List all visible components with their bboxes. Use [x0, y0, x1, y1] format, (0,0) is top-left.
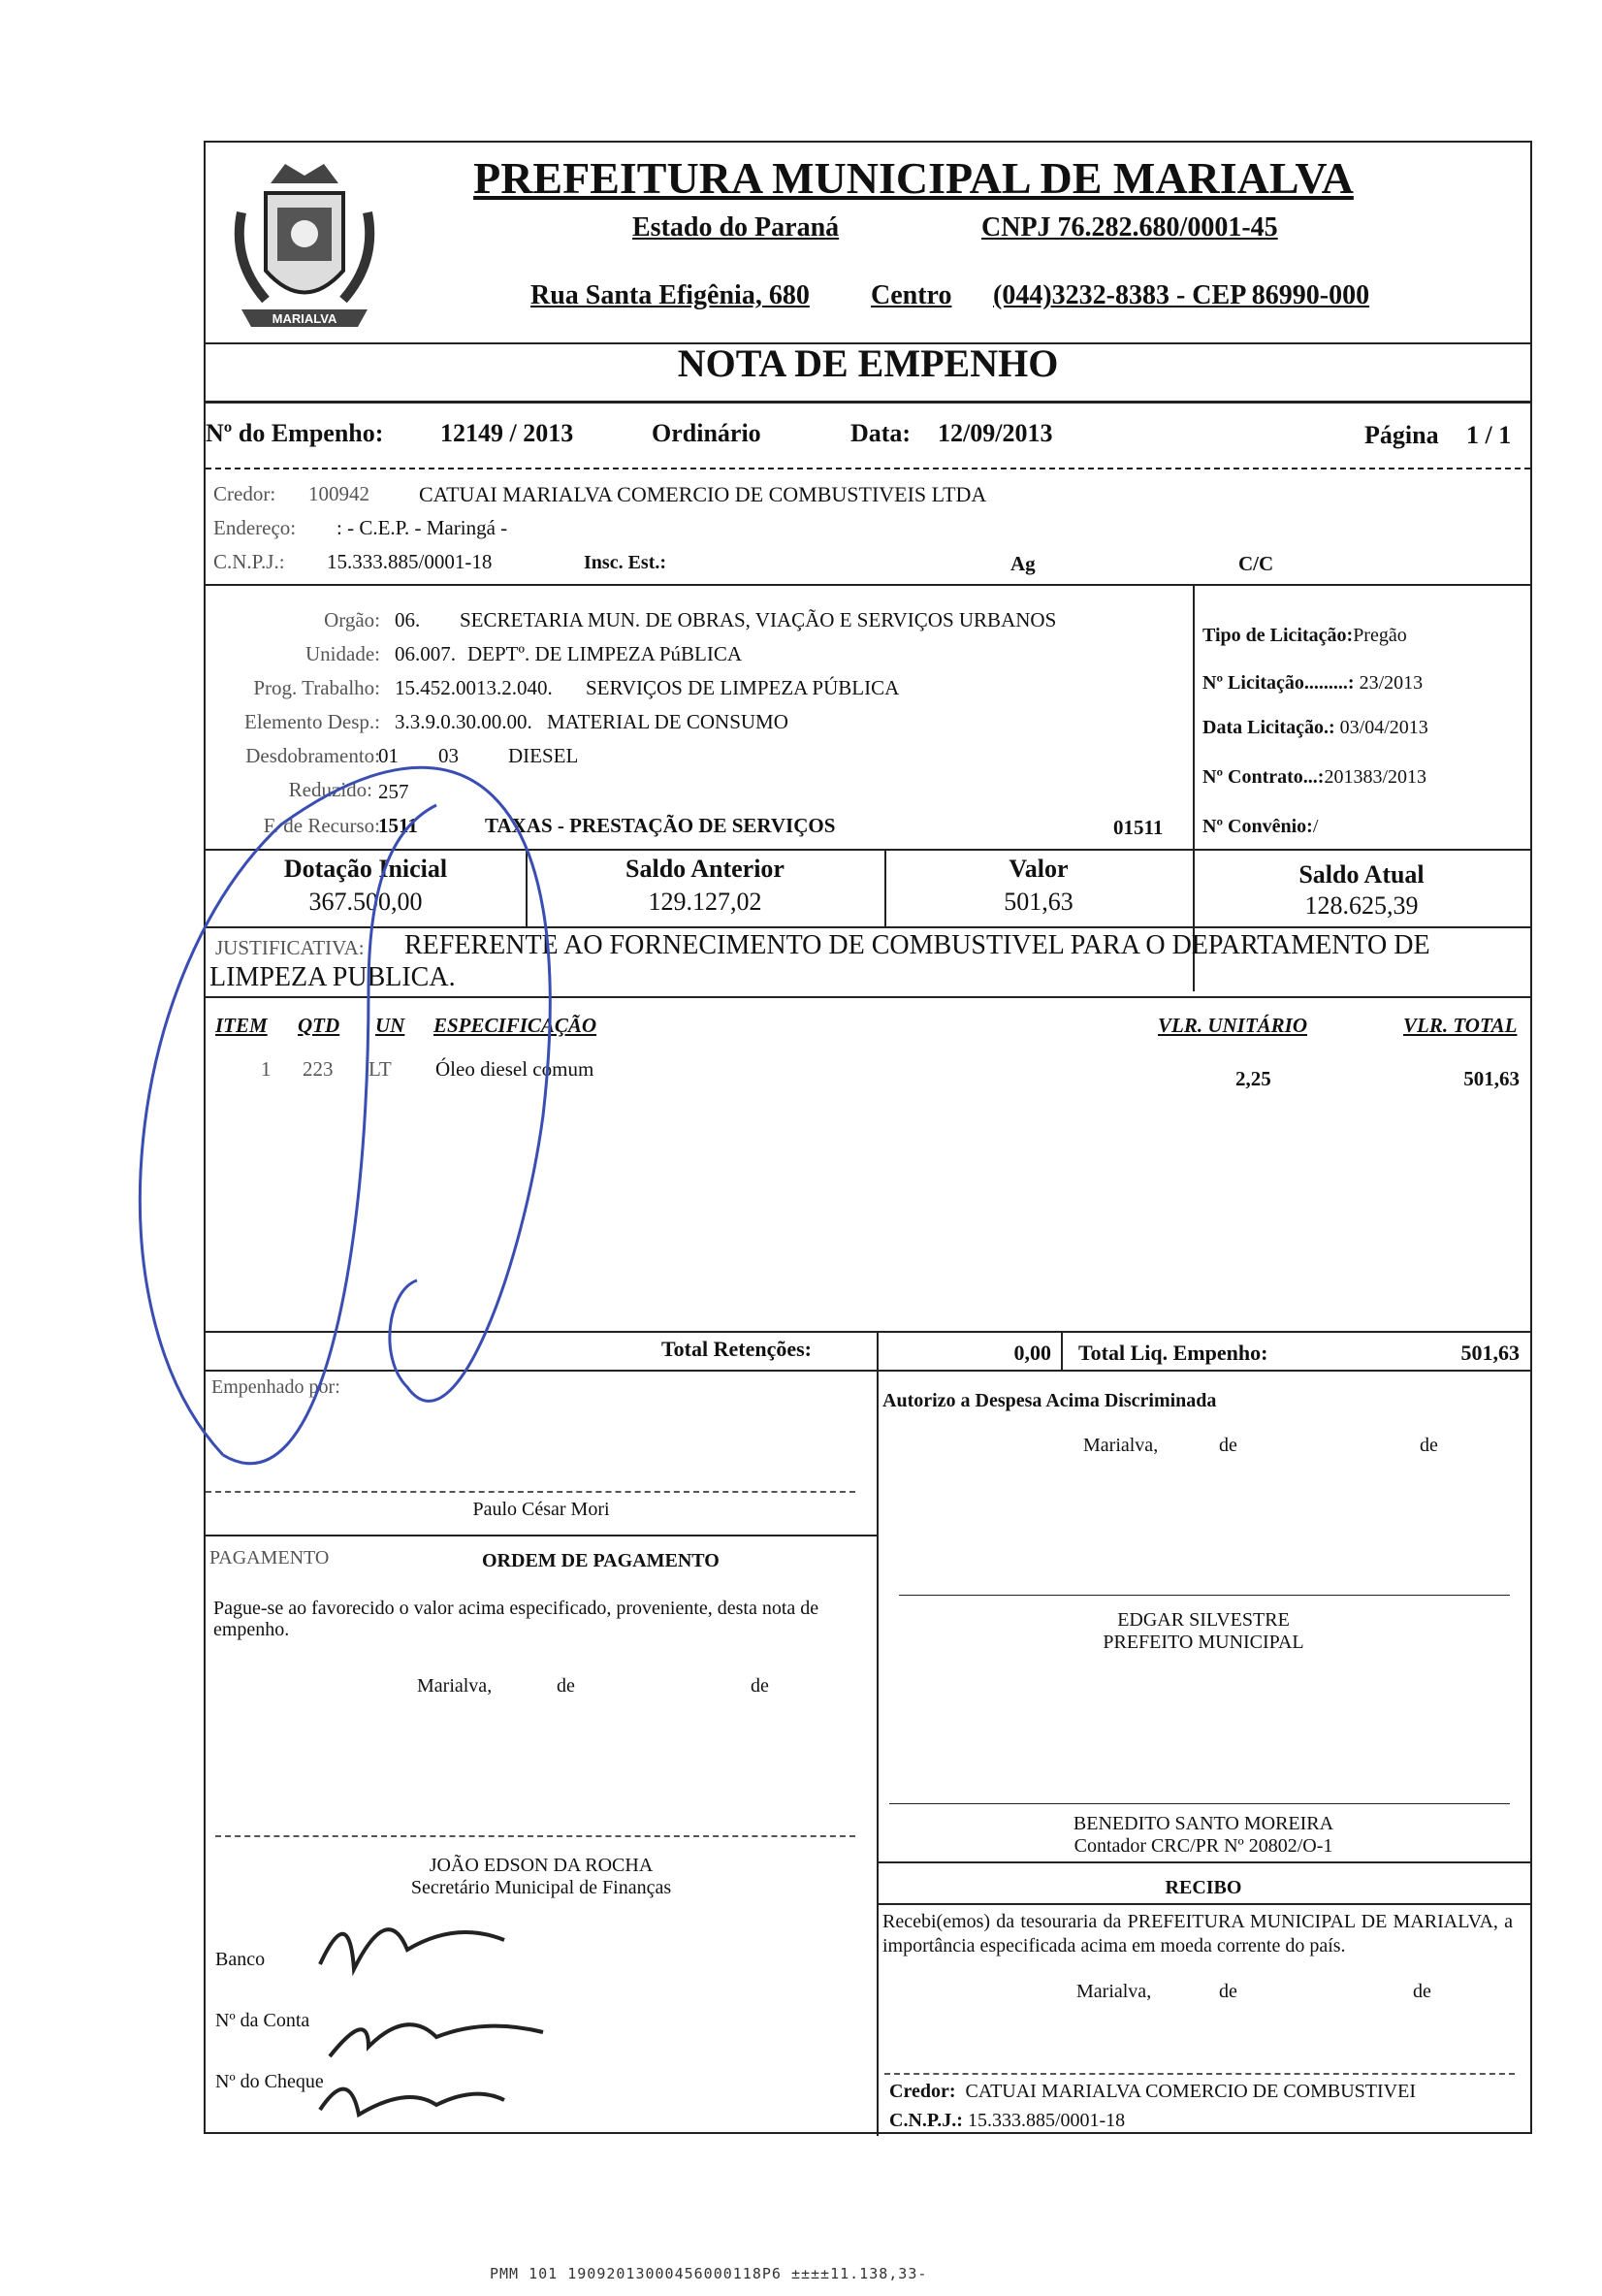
banco-handwritten-text: Bradesco	[1, 1, 5, 2]
rec-de2: de	[1413, 1981, 1431, 2002]
justificativa-label: JUSTIFICATIVA:	[215, 936, 365, 959]
row-total: 501,63	[1463, 1067, 1520, 1090]
unidade-label: Unidade:	[305, 642, 380, 665]
desdob-label: Desdobramento:	[245, 744, 380, 767]
retencoes-label: Total Retenções:	[661, 1337, 812, 1361]
rec-de1: de	[1219, 1981, 1237, 2002]
contador-title: Contador CRC/PR Nº 20802/O-1	[1073, 1835, 1333, 1857]
cheque-label: Nº do Cheque	[215, 2071, 324, 2092]
elemento-code: 3.3.9.0.30.00.00.	[395, 710, 532, 733]
desdob-code1: 01	[378, 744, 399, 767]
col-vlr-unitario: VLR. UNITÁRIO	[1158, 1014, 1308, 1037]
cnpj-value: 15.333.885/0001-18	[327, 550, 493, 573]
col-un: UN	[375, 1014, 405, 1037]
credor-code: 100942	[308, 482, 369, 505]
pague-text: Pague-se ao favorecido o valor acima especificado, proveniente, desta nota de empenho.	[213, 1598, 819, 1640]
endereco-value: : - C.E.P. - Maringá -	[336, 516, 508, 539]
unidade-code: 06.007.	[395, 642, 456, 665]
reduzido-value: 257	[378, 780, 409, 803]
saldo-anterior-label: Saldo Anterior	[625, 855, 785, 883]
empenhado-name: Paulo César Mori	[472, 1499, 610, 1520]
orgao-label: Orgão:	[324, 608, 380, 631]
conta-signature	[330, 2024, 543, 2056]
secretario-name: JOÃO EDSON DA ROCHA	[429, 1855, 654, 1876]
saldo-atual-value: 128.625,39	[1304, 891, 1419, 920]
elemento-name: MATERIAL DE CONSUMO	[547, 710, 788, 733]
cnpj-label: C.N.P.J.:	[213, 550, 285, 573]
col-item: ITEM	[215, 1014, 268, 1037]
row-desc: Óleo diesel comum	[435, 1057, 594, 1081]
convenio-value: /	[1312, 816, 1319, 837]
col-vlr-total: VLR. TOTAL	[1403, 1014, 1518, 1037]
aut-city: Marialva,	[1083, 1435, 1159, 1456]
prog-name: SERVIÇOS DE LIMPEZA PÚBLICA	[586, 676, 900, 699]
aut-de1: de	[1219, 1435, 1237, 1456]
header-state: Estado do Paraná	[632, 212, 840, 243]
blue-scribble-mark	[140, 767, 550, 1455]
dotacao-inicial-label: Dotação Inicial	[283, 855, 448, 883]
aut-de2: de	[1420, 1435, 1438, 1456]
conta-handwritten-text: 1321-7	[1, 3, 4, 4]
conta-label: Nº da Conta	[215, 2010, 310, 2031]
rec-credor-name: CATUAI MARIALVA COMERCIO DE COMBUSTIVEI	[965, 2081, 1416, 2102]
recibo-label: RECIBO	[1165, 1877, 1242, 1898]
ag-label: Ag	[1010, 552, 1036, 575]
credor-name: CATUAI MARIALVA COMERCIO DE COMBUSTIVEIS LTDA	[419, 482, 987, 506]
row-un: LT	[368, 1057, 392, 1081]
endereco-label: Endereço:	[213, 516, 297, 539]
prog-code: 15.452.0013.2.040.	[395, 676, 553, 699]
pagamento-label: PAGAMENTO	[209, 1547, 330, 1568]
contrato-value: 201383/2013	[1324, 766, 1427, 788]
liq-value: 501,63	[1460, 1341, 1520, 1365]
header-phone-cep: (044)3232-8383 - CEP 86990-000	[993, 280, 1370, 310]
autorizo-text: Autorizo a Despesa Acima Discriminada	[882, 1390, 1217, 1411]
row-item: 1	[261, 1057, 272, 1081]
empenho-number: 12149 / 2013	[440, 419, 574, 447]
unidade-name: DEPTº. DE LIMPEZA PúBLICA	[467, 642, 743, 665]
header-district: Centro	[871, 280, 952, 310]
num-licitacao-label: Nº Licitação.........:	[1202, 672, 1355, 694]
pag-city: Marialva,	[417, 1675, 493, 1697]
justificativa-line1: REFERENTE AO FORNECIMENTO DE COMBUSTIVEL PARA O DEPARTAMENTO DE	[404, 930, 1430, 960]
pag-de2: de	[751, 1675, 769, 1697]
empenho-number-label: Nº do Empenho:	[206, 419, 384, 447]
recurso-label: F. de Recurso:	[263, 814, 380, 837]
retencoes-value: 0,00	[1013, 1341, 1051, 1365]
col-especificacao: ESPECIFICAÇÃO	[433, 1014, 597, 1037]
empenho-type: Ordinário	[652, 419, 761, 447]
num-licitacao-value: 23/2013	[1359, 672, 1424, 694]
saldo-atual-label: Saldo Atual	[1298, 860, 1425, 889]
header-title: PREFEITURA MUNICIPAL DE MARIALVA	[473, 153, 1354, 203]
rec-city: Marialva,	[1076, 1981, 1152, 2002]
rec-cnpj-value: 15.333.885/0001-18	[967, 2110, 1126, 2131]
empenho-date: 12/09/2013	[938, 419, 1053, 447]
tipo-licitacao-value: Pregão	[1353, 625, 1407, 646]
row-qtd: 223	[303, 1057, 334, 1081]
col-qtd: QTD	[298, 1014, 340, 1037]
page-number: 1 / 1	[1466, 421, 1512, 449]
banco-label: Banco	[215, 1949, 266, 1970]
credor-label: Credor:	[213, 482, 276, 505]
banco-signature	[320, 1929, 504, 1969]
prog-label: Prog. Trabalho:	[253, 676, 380, 699]
recurso-code: 1511	[378, 814, 418, 837]
desdob-code2: 03	[438, 744, 459, 767]
justificativa-line2: LIMPEZA PUBLICA.	[209, 962, 456, 992]
contrato-label: Nº Contrato...:	[1202, 766, 1325, 788]
valor-label: Valor	[1009, 855, 1069, 883]
rec-credor-label: Credor:	[889, 2081, 956, 2102]
secretario-title: Secretário Municipal de Finanças	[410, 1877, 672, 1898]
desdob-name: DIESEL	[508, 744, 579, 767]
blue-scribble-tail	[223, 805, 436, 1464]
footer-barcode: PMM 101 19092013000456000118P6 ±±±±11.138,33-	[490, 2265, 928, 2282]
svg-text:MARIALVA: MARIALVA	[272, 311, 337, 326]
pag-de1: de	[557, 1675, 575, 1697]
valor-value: 501,63	[1004, 888, 1073, 916]
prefeito-name: EDGAR SILVESTRE	[1117, 1609, 1290, 1631]
data-licitacao-label: Data Licitação.:	[1202, 717, 1335, 738]
doc-title: NOTA DE EMPENHO	[677, 341, 1059, 385]
page-label: Página	[1364, 421, 1439, 449]
cc-label: C/C	[1238, 552, 1274, 575]
ordem-pagamento-label: ORDEM DE PAGAMENTO	[482, 1550, 720, 1571]
insc-label: Insc. Est.:	[584, 552, 667, 573]
saldo-anterior-value: 129.127,02	[648, 888, 762, 916]
liq-label: Total Liq. Empenho:	[1078, 1341, 1268, 1365]
header-address: Rua Santa Efigênia, 680	[530, 280, 810, 310]
prefeito-title: PREFEITO MUNICIPAL	[1103, 1632, 1304, 1653]
elemento-label: Elemento Desp.:	[244, 710, 380, 733]
rec-cnpj-label: C.N.P.J.:	[889, 2110, 963, 2131]
tipo-licitacao-label: Tipo de Licitação:	[1202, 625, 1354, 646]
data-licitacao-value: 03/04/2013	[1339, 717, 1428, 738]
row-unit-price: 2,25	[1235, 1067, 1271, 1090]
empenhado-label: Empenhado por:	[211, 1376, 340, 1398]
orgao-code: 06.	[395, 608, 421, 631]
recurso-name: TAXAS - PRESTAÇÃO DE SERVIÇOS	[485, 814, 836, 837]
dotacao-inicial-value: 367.500,00	[308, 888, 423, 916]
reduzido-label: Reduzido:	[288, 778, 372, 801]
cheque-signature	[320, 2089, 504, 2115]
recibo-text: Recebi(emos) da tesouraria da PREFEITURA MUNICIPAL DE MARIALVA, a importância especificada acima em moeda corrente do país.	[882, 1911, 1513, 1956]
recurso-code2: 01511	[1113, 816, 1164, 839]
convenio-label: Nº Convênio:	[1202, 816, 1313, 837]
empenho-date-label: Data:	[850, 419, 912, 447]
orgao-name: SECRETARIA MUN. DE OBRAS, VIAÇÃO E SERVIÇOS URBANOS	[460, 608, 1057, 631]
contador-name: BENEDITO SANTO MOREIRA	[1073, 1813, 1334, 1834]
header-cnpj: CNPJ 76.282.680/0001-45	[981, 212, 1278, 243]
